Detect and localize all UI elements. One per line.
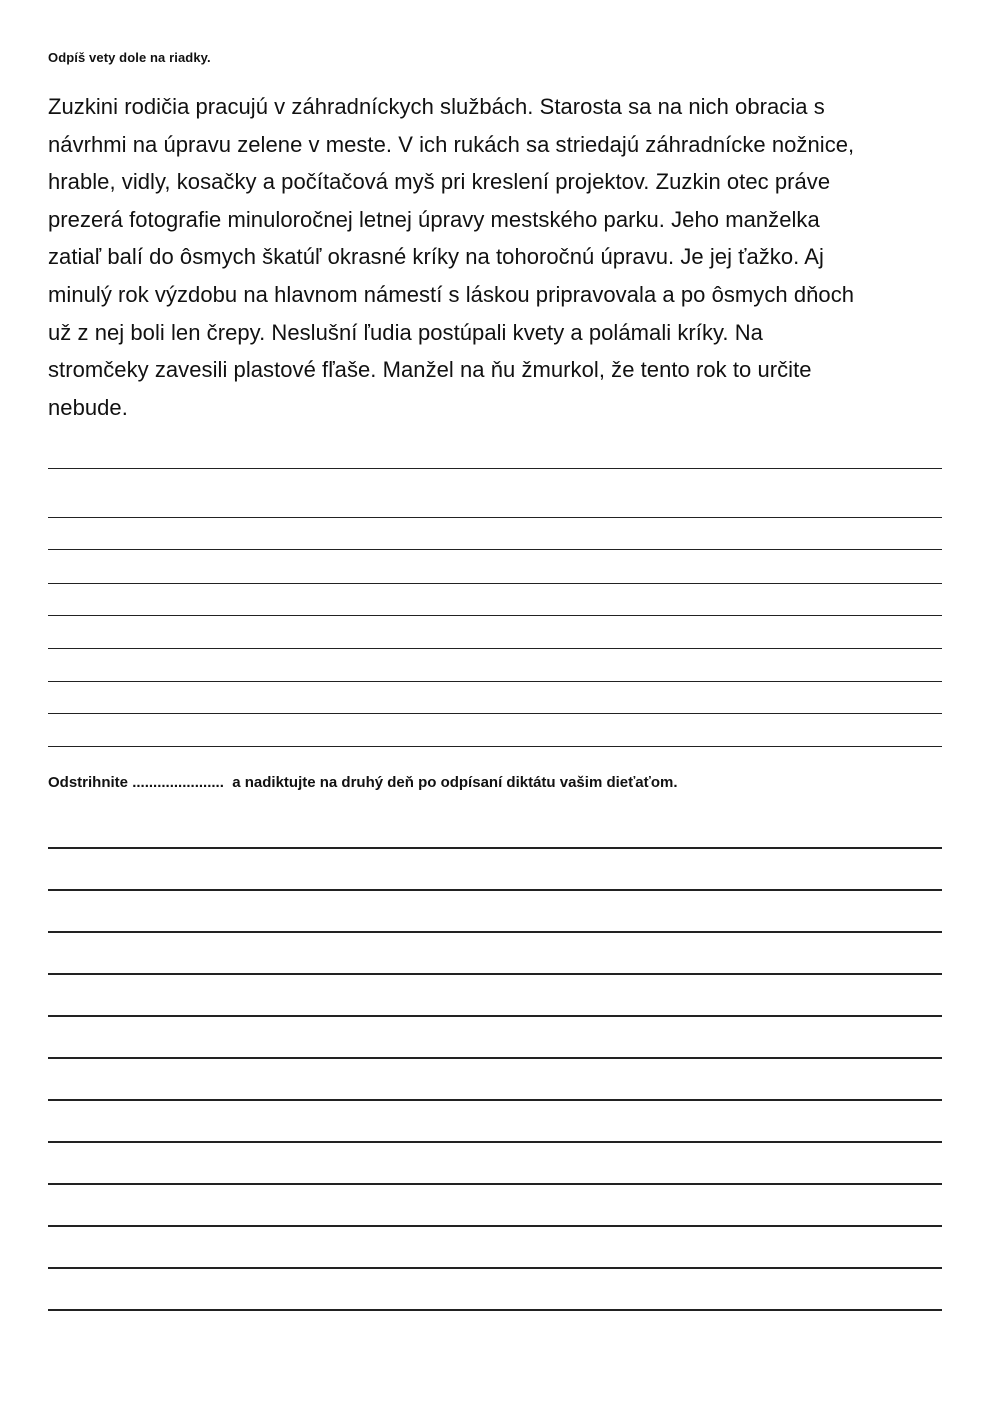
cut-instruction bbox=[48, 774, 678, 791]
paragraph-line: nebude. bbox=[48, 394, 128, 420]
writing-line bbox=[48, 931, 942, 933]
cut-instruction-end: a nadiktujte na druhý deň po odpísaní diktátu vašim dieťaťom. bbox=[232, 774, 678, 791]
paragraph-line: hrable, vidly, kosačky a počítačová myš pri kreslení projektov. Zuzkin otec práve bbox=[48, 169, 831, 195]
writing-line bbox=[48, 889, 942, 891]
paragraph-line: prezerá fotografie minuloročnej letnej úpravy mestského parku. Jeho manželka bbox=[48, 206, 820, 232]
writing-line bbox=[48, 1141, 942, 1143]
paragraph-line: už z nej boli len črepy. Neslušní ľudia postúpali kvety a polámali kríky. Na bbox=[48, 319, 763, 345]
copy-instruction: Odpíš vety dole na riadky. bbox=[48, 50, 211, 65]
dictation-paragraph bbox=[48, 88, 948, 426]
writing-line bbox=[48, 1183, 942, 1185]
writing-line bbox=[48, 973, 942, 975]
cut-instruction-blank: ...................... bbox=[132, 774, 224, 791]
writing-line bbox=[48, 1057, 942, 1059]
writing-line bbox=[48, 615, 942, 616]
writing-line bbox=[48, 1225, 942, 1227]
writing-line bbox=[48, 517, 942, 518]
cut-instruction-start: Odstrihnite bbox=[48, 774, 129, 791]
writing-line bbox=[48, 713, 942, 714]
writing-line bbox=[48, 583, 942, 584]
writing-line bbox=[48, 468, 942, 469]
writing-line bbox=[48, 847, 942, 849]
writing-line bbox=[48, 549, 942, 550]
writing-line bbox=[48, 681, 942, 682]
writing-line bbox=[48, 648, 942, 649]
writing-line bbox=[48, 746, 942, 747]
paragraph-line: návrhmi na úpravu zelene v meste. V ich rukách sa striedajú záhradnícke nožnice, bbox=[48, 131, 855, 157]
writing-line bbox=[48, 1267, 942, 1269]
writing-line bbox=[48, 1015, 942, 1017]
paragraph-line: stromčeky zavesili plastové fľaše. Manžel na ňu žmurkol, že tento rok to určite bbox=[48, 357, 812, 383]
paragraph-line: zatiaľ balí do ôsmych škatúľ okrasné kríky na tohoročnú úpravu. Je jej ťažko. Aj bbox=[48, 244, 824, 270]
paragraph-line: Zuzkini rodičia pracujú v záhradníckych službách. Starosta sa na nich obracia s bbox=[48, 94, 825, 119]
writing-line bbox=[48, 1099, 942, 1101]
writing-line bbox=[48, 1309, 942, 1311]
paragraph-line: minulý rok výzdobu na hlavnom námestí s láskou pripravovala a po ôsmych dňoch bbox=[48, 281, 855, 307]
